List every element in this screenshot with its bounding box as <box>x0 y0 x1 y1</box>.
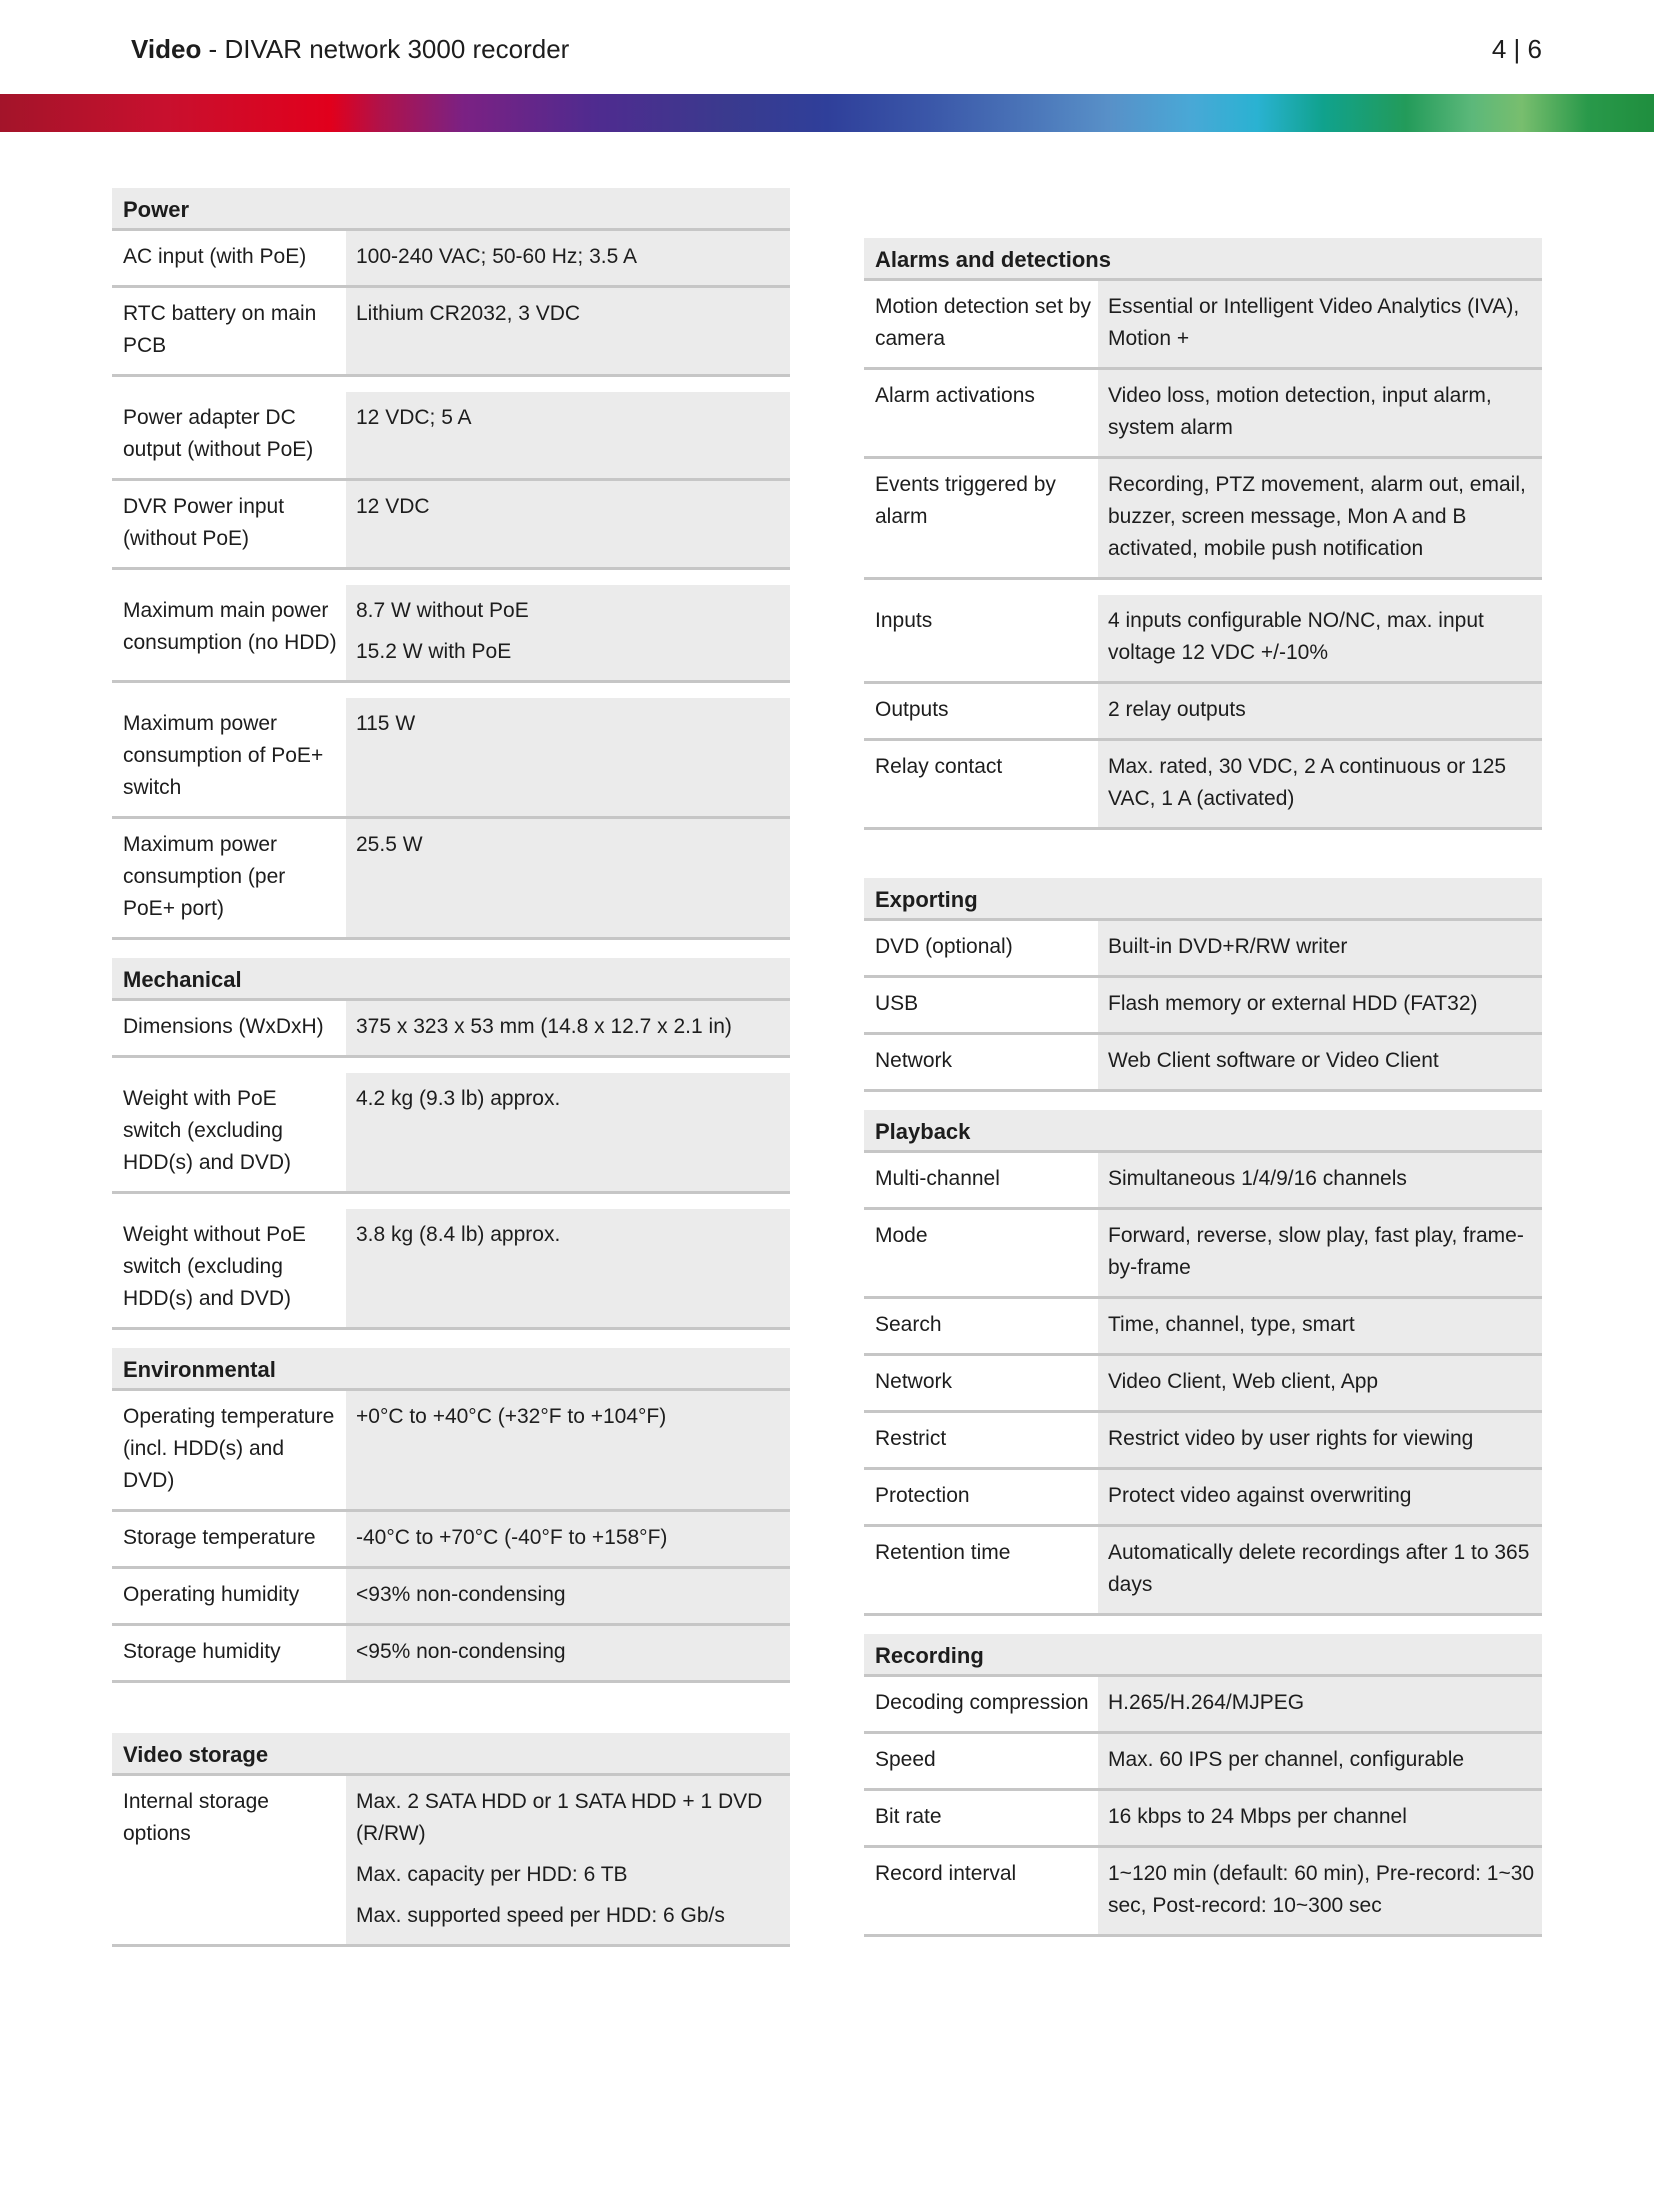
section-playback <box>864 1110 1542 1616</box>
spec-value-line: Max. 2 SATA HDD or 1 SATA HDD + 1 DVD (R/RW) <box>356 1790 763 1845</box>
spec-value-line: <93% non-condensing <box>356 1583 566 1606</box>
spec-label: Power adapter DC output (without PoE) <box>112 392 346 478</box>
spec-row <box>112 698 790 819</box>
spec-label: Network <box>864 1356 1098 1410</box>
spec-row <box>864 281 1542 370</box>
spec-value <box>1098 1210 1542 1296</box>
spec-value-line: 4.2 kg (9.3 lb) approx. <box>356 1087 561 1110</box>
spec-value-line: Restrict video by user rights for viewing <box>1108 1427 1474 1450</box>
spec-row <box>112 585 790 683</box>
spec-row <box>864 978 1542 1035</box>
spec-value-line: 375 x 323 x 53 mm (14.8 x 12.7 x 2.1 in) <box>356 1015 732 1038</box>
section-power <box>112 188 790 940</box>
spec-label: Protection <box>864 1470 1098 1524</box>
row-spacer <box>112 1058 790 1073</box>
spec-label: Record interval <box>864 1848 1098 1934</box>
spec-label: Search <box>864 1299 1098 1353</box>
spec-label: Maximum power consumption of PoE+ switch <box>112 698 346 816</box>
spec-value <box>346 1569 790 1623</box>
spec-label: Multi-channel <box>864 1153 1098 1207</box>
spec-label: Relay contact <box>864 741 1098 827</box>
spec-row <box>112 1569 790 1626</box>
document-category: Video <box>131 34 202 64</box>
spec-label: Inputs <box>864 595 1098 681</box>
spec-label: Outputs <box>864 684 1098 738</box>
spec-label: Bit rate <box>864 1791 1098 1845</box>
color-band <box>0 94 1654 132</box>
spec-label: Storage temperature <box>112 1512 346 1566</box>
spec-value-line: 1~120 min (default: 60 min), Pre-record: 1~30 sec, Post-record: 10~300 sec <box>1108 1862 1535 1917</box>
spec-value <box>1098 1413 1542 1467</box>
spec-row <box>864 741 1542 830</box>
spec-row <box>864 1299 1542 1356</box>
spec-value <box>1098 459 1542 577</box>
row-spacer <box>864 580 1542 595</box>
spec-value <box>1098 921 1542 975</box>
spec-value <box>1098 741 1542 827</box>
spec-value-line: 16 kbps to 24 Mbps per channel <box>1108 1805 1407 1828</box>
spec-value-line: 3.8 kg (8.4 lb) approx. <box>356 1223 561 1246</box>
spec-value <box>346 1073 790 1191</box>
spec-value-line: Recording, PTZ movement, alarm out, email, buzzer, screen message, Mon A and B activated, mobile push notification <box>1108 473 1526 560</box>
spec-value-line: 15.2 W with PoE <box>356 640 512 663</box>
spec-value-line: Max. rated, 30 VDC, 2 A continuous or 125 VAC, 1 A (activated) <box>1108 755 1507 810</box>
spec-row <box>112 231 790 288</box>
spec-label: Weight with PoE switch (excluding HDD(s) and DVD) <box>112 1073 346 1191</box>
spec-label: Speed <box>864 1734 1098 1788</box>
section-heading: Playback <box>864 1110 1542 1153</box>
spec-row <box>864 1153 1542 1210</box>
spec-value <box>1098 1299 1542 1353</box>
spec-label: USB <box>864 978 1098 1032</box>
spec-row <box>864 921 1542 978</box>
spec-value-line: 12 VDC <box>356 495 430 518</box>
section-video-storage <box>112 1733 790 1947</box>
spec-value <box>1098 684 1542 738</box>
spec-value <box>1098 1791 1542 1845</box>
spec-value-line: Max. 60 IPS per channel, configurable <box>1108 1748 1465 1771</box>
spec-value <box>1098 595 1542 681</box>
spec-value-line: Protect video against overwriting <box>1108 1484 1412 1507</box>
spec-value <box>1098 1356 1542 1410</box>
spec-row <box>864 1210 1542 1299</box>
spec-value-line: Max. capacity per HDD: 6 TB <box>356 1863 628 1886</box>
spec-label: Weight without PoE switch (excluding HDD(s) and DVD) <box>112 1209 346 1327</box>
spec-value-line: 115 W <box>356 712 416 735</box>
spec-value <box>1098 978 1542 1032</box>
row-spacer <box>112 377 790 392</box>
spec-row <box>864 1470 1542 1527</box>
section-heading: Power <box>112 188 790 231</box>
section-mechanical <box>112 958 790 1330</box>
spec-value-line: Forward, reverse, slow play, fast play, frame-by-frame <box>1108 1224 1524 1279</box>
spec-row <box>864 1035 1542 1092</box>
spec-value <box>346 1391 790 1509</box>
document-title <box>131 34 569 65</box>
spec-value-line: +0°C to +40°C (+32°F to +104°F) <box>356 1405 667 1428</box>
spec-label: Restrict <box>864 1413 1098 1467</box>
spec-row <box>112 1073 790 1194</box>
spec-row <box>112 392 790 481</box>
spec-row <box>864 1356 1542 1413</box>
spec-row <box>112 1626 790 1683</box>
spec-row <box>864 1848 1542 1937</box>
spec-value-line: Flash memory or external HDD (FAT32) <box>1108 992 1478 1015</box>
spec-label: Operating humidity <box>112 1569 346 1623</box>
spec-label: Internal storage options <box>112 1776 346 1944</box>
spec-value-line: 4 inputs configurable NO/NC, max. input voltage 12 VDC +/-10% <box>1108 609 1484 664</box>
spec-value-line: Max. supported speed per HDD: 6 Gb/s <box>356 1904 725 1927</box>
spec-row <box>864 595 1542 684</box>
spec-value-line: Video loss, motion detection, input alarm, system alarm <box>1108 384 1492 439</box>
spec-value-line: Simultaneous 1/4/9/16 channels <box>1108 1167 1407 1190</box>
spec-value <box>346 1001 790 1055</box>
section-recording <box>864 1634 1542 1937</box>
spec-label: Alarm activations <box>864 370 1098 456</box>
spec-row <box>112 1001 790 1058</box>
spec-label: Dimensions (WxDxH) <box>112 1001 346 1055</box>
spec-row <box>112 819 790 940</box>
spec-value-line: <95% non-condensing <box>356 1640 566 1663</box>
spec-value-line: Essential or Intelligent Video Analytics (IVA), Motion + <box>1108 295 1520 350</box>
spec-value <box>346 698 790 816</box>
spec-row <box>864 1734 1542 1791</box>
spec-value-line: 100-240 VAC; 50-60 Hz; 3.5 A <box>356 245 637 268</box>
row-spacer <box>112 1194 790 1209</box>
spec-value <box>1098 1527 1542 1613</box>
section-exporting <box>864 878 1542 1092</box>
spec-label: Mode <box>864 1210 1098 1296</box>
spec-value <box>1098 1470 1542 1524</box>
spec-value-line: Lithium CR2032, 3 VDC <box>356 302 581 325</box>
spec-value-line: Built-in DVD+R/RW writer <box>1108 935 1348 958</box>
spec-value-line: Web Client software or Video Client <box>1108 1049 1439 1072</box>
spec-value <box>1098 1035 1542 1089</box>
section-heading: Recording <box>864 1634 1542 1677</box>
spec-label: Motion detection set by camera <box>864 281 1098 367</box>
spec-label: Retention time <box>864 1527 1098 1613</box>
section-heading: Video storage <box>112 1733 790 1776</box>
spec-value <box>1098 1848 1542 1934</box>
spec-value <box>346 585 790 680</box>
spec-value <box>346 1626 790 1680</box>
spec-value <box>346 231 790 285</box>
spec-label: AC input (with PoE) <box>112 231 346 285</box>
section-heading: Alarms and detections <box>864 238 1542 281</box>
section-heading: Environmental <box>112 1348 790 1391</box>
spec-value <box>1098 1153 1542 1207</box>
spec-value-line: 8.7 W without PoE <box>356 599 529 622</box>
spec-label: Storage humidity <box>112 1626 346 1680</box>
spec-label: DVR Power input (without PoE) <box>112 481 346 567</box>
spec-label: Network <box>864 1035 1098 1089</box>
product-name: DIVAR network 3000 recorder <box>224 34 570 64</box>
spec-row <box>112 288 790 377</box>
spec-row <box>112 1776 790 1947</box>
spec-value-line: H.265/H.264/MJPEG <box>1108 1691 1305 1714</box>
spec-row <box>112 481 790 570</box>
left-column <box>112 188 790 1965</box>
spec-value <box>346 392 790 478</box>
spec-value-line: 2 relay outputs <box>1108 698 1246 721</box>
spec-label: Events triggered by alarm <box>864 459 1098 577</box>
spec-label: Maximum main power consumption (no HDD) <box>112 585 346 680</box>
section-heading: Exporting <box>864 878 1542 921</box>
spec-value <box>1098 1677 1542 1731</box>
spec-value <box>346 819 790 937</box>
section-alarms <box>864 238 1542 830</box>
spec-value-line: 12 VDC; 5 A <box>356 406 472 429</box>
spec-row <box>112 1391 790 1512</box>
spec-row <box>112 1209 790 1330</box>
spec-row <box>864 1413 1542 1470</box>
spec-row <box>864 684 1542 741</box>
spec-value <box>1098 281 1542 367</box>
spec-value-line: Video Client, Web client, App <box>1108 1370 1379 1393</box>
spec-row <box>864 1677 1542 1734</box>
spec-value <box>1098 370 1542 456</box>
spec-value <box>346 1209 790 1327</box>
spec-label: Decoding compression <box>864 1677 1098 1731</box>
spec-label: Operating temperature (incl. HDD(s) and DVD) <box>112 1391 346 1509</box>
spec-row <box>864 370 1542 459</box>
spec-label: Maximum power consumption (per PoE+ port) <box>112 819 346 937</box>
spec-row <box>864 1791 1542 1848</box>
spec-value-line: Automatically delete recordings after 1 to 365 days <box>1108 1541 1530 1596</box>
spec-value <box>346 481 790 567</box>
row-spacer <box>112 570 790 585</box>
spec-row <box>112 1512 790 1569</box>
spec-row <box>864 459 1542 580</box>
spec-value <box>346 1512 790 1566</box>
spec-label: DVD (optional) <box>864 921 1098 975</box>
spec-value-line: 25.5 W <box>356 833 423 856</box>
section-environmental <box>112 1348 790 1683</box>
title-separator: - <box>201 34 225 64</box>
spec-value <box>346 288 790 374</box>
spec-value <box>346 1776 790 1944</box>
spec-value-line: Time, channel, type, smart <box>1108 1313 1355 1336</box>
spec-label: RTC battery on main PCB <box>112 288 346 374</box>
row-spacer <box>112 683 790 698</box>
spec-row <box>864 1527 1542 1616</box>
spec-value-line: -40°C to +70°C (-40°F to +158°F) <box>356 1526 668 1549</box>
spec-value <box>1098 1734 1542 1788</box>
right-column <box>864 238 1542 1955</box>
page-number: 4 | 6 <box>1491 34 1542 64</box>
section-heading: Mechanical <box>112 958 790 1001</box>
